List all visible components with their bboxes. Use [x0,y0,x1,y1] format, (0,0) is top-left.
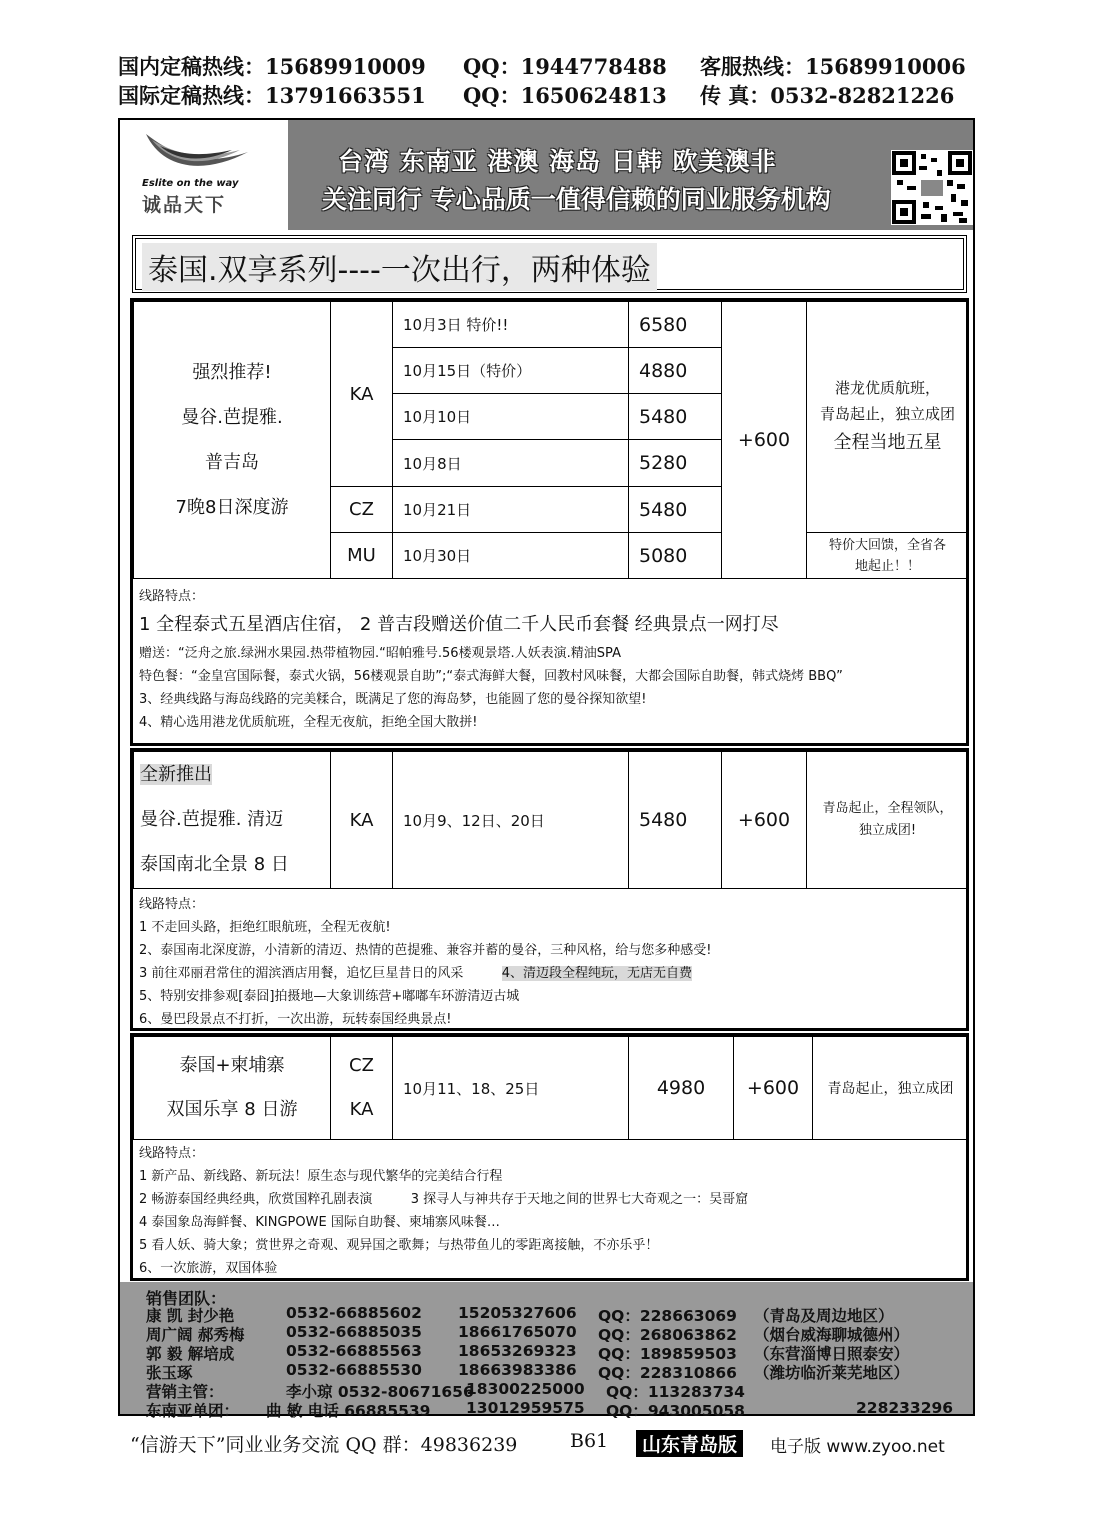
price: 6580 [628,301,722,348]
departure-date: 10月10日 [392,393,629,440]
sales-area: （潍坊临沂莱芜地区） [754,1364,910,1382]
route-notes-cell [806,751,969,889]
feature-line: 3 前往邓丽君常住的湄滨酒店用餐，追忆巨星昔日的风采 [139,966,464,981]
route-note: 青岛起止，独立成团 [812,1036,969,1140]
page-number: B61 [570,1430,609,1452]
qq-group: “信游天下”同业业务交流 QQ 群：49836239 [130,1434,518,1456]
slogan-line: 关注同行 专心品质一值得信赖的同业服务机构 [322,185,831,214]
promo-note: 特价大回馈，全省各 [828,537,946,553]
intl-hotline: 国际定稿热线：13791663551 [118,83,426,108]
departure-date: 10月21日 [392,486,629,533]
sales-qq: QQ：943005058 [606,1402,745,1420]
sales-area: （烟台威海聊城德州） [754,1326,910,1344]
feature-line: 2 畅游泰国经典经典，欣赏国粹孔剧表演 [139,1192,373,1207]
airline-ka: KA [349,1099,374,1120]
sales-area: （东营淄博日照泰安） [754,1345,910,1363]
departure-date: 10月30日 [392,532,629,579]
sales-phone: 曲 敏 电话 66885539 [266,1402,431,1420]
sales-qq: QQ：189859503 [598,1345,737,1363]
sales-mobile: 15205327606 [458,1304,577,1322]
route-features [139,893,711,1031]
footer [130,1428,990,1460]
features-header: 线路特点： [139,1146,205,1161]
sales-phone: 0532-66885563 [286,1342,422,1360]
price: 5080 [628,532,722,579]
feature-line: 5 看人妖、骑大象；赏世界之奇观、观异国之歌舞；与热带鱼儿的零距离接触，不亦乐乎！ [139,1238,659,1253]
feature-highlight: 4、清迈段全程纯玩，无店无自费 [501,966,692,981]
sales-name: 周广阔 郝秀梅 [146,1326,245,1344]
sales-area: 228233296 [856,1399,954,1417]
sales-mobile: 18663983386 [458,1361,577,1379]
sales-phone: 0532-66885602 [286,1304,422,1322]
sales-phone: 0532-66885035 [286,1323,422,1341]
departure-date: 10月8日 [392,439,629,487]
airline-mu: MU [330,532,393,579]
route-section-1 [130,298,969,746]
sales-phone: 李小琼 0532-80671656 [286,1383,474,1401]
wing-logo-icon [142,128,252,178]
price: 5480 [628,751,722,889]
feature-line: 1 新产品、新线路、新玩法！原生态与现代繁华的完美结合行程 [139,1169,503,1184]
domestic-qq: QQ：1944778488 [463,54,667,79]
departure-date: 10月11、18、25日 [392,1036,629,1140]
route-name-cell [133,751,331,889]
price: 4980 [628,1036,734,1140]
company-logo [120,120,288,230]
sales-mobile: 18661765070 [458,1323,577,1341]
sales-qq: QQ：268063862 [598,1326,737,1344]
note-airline: 港龙优质航班， [834,379,940,397]
sales-team [120,1282,973,1420]
route-cities: 曼谷.芭提雅. 清迈 [140,809,284,830]
route-features [139,1142,748,1280]
note-group: 独立成团! [858,823,917,838]
price: 4880 [628,347,722,394]
advert-frame [118,118,975,1420]
airline-cell [330,1036,393,1140]
sales-area: （青岛及周边地区） [754,1307,894,1325]
airline-ka: KA [330,301,393,487]
sales-qq: QQ：228310866 [598,1364,737,1382]
note-hotel: 全程当地五星 [833,432,942,453]
airline-cz: CZ [330,486,393,533]
logo-english: Eslite on the way [142,178,239,189]
sales-mobile: 13012959575 [466,1399,585,1417]
route-section-2 [130,748,969,1031]
sales-name: 东南亚单团： [146,1402,240,1420]
feature-line: 3、经典线路与海岛线路的完美糅合，既满足了您的海岛梦，也能圆了您的曼谷探知欲望! [139,692,647,707]
sales-name: 康 凯 封少艳 [146,1307,235,1325]
surcharge: +600 [721,751,807,889]
route-duration: 双国乐享 8 日游 [166,1099,298,1120]
sales-mobile: 18653269323 [458,1342,577,1360]
route-name-cell [133,301,331,579]
route-island: 普吉岛 [205,452,259,473]
sales-header: 销售团队： [146,1289,227,1308]
price: 5480 [628,486,722,533]
sales-phone: 0532-66885530 [286,1361,422,1379]
slogan-panel [288,120,973,230]
route-cities: 曼谷.芭提雅. [181,407,283,428]
route-name-cell [133,1036,331,1140]
sales-name: 营销主管： [146,1383,224,1401]
note-departure: 青岛起止，独立成团 [819,405,955,423]
feature-line: 5、特别安排参观[泰囧]拍摄地—大象训练营+嘟嘟车环游清迈古城 [139,989,520,1004]
feature-line: 6、一次旅游，双国体验 [139,1261,278,1276]
promo-note-2: 地起止！！ [854,558,920,574]
surcharge: +600 [721,301,807,579]
feature-line: 4、精心选用港龙优质航班，全程无夜航，拒绝全国大散拼! [139,715,478,730]
qr-code-icon [891,150,973,225]
series-title: 泰国.双享系列----一次出行，两种体验 [142,243,657,291]
features-header: 线路特点： [139,589,205,604]
route-features [139,585,843,734]
features-header: 线路特点： [139,897,205,912]
departure-date: 10月15日（特价） [392,347,629,394]
route-section-3 [130,1033,969,1281]
feature-line: 1 不走回头路，拒绝红眼航班，全程无夜航! [139,920,391,935]
feature-line: 3 探寻人与神共存于天地之间的世界七大奇观之一：吴哥窟 [410,1192,749,1207]
hotline-header [118,52,968,110]
promo-note-cell [806,532,969,579]
intl-qq: QQ：1650624813 [463,83,667,108]
domestic-hotline: 国内定稿热线：15689910009 [118,54,426,79]
sales-name: 郭 毅 解培成 [146,1345,235,1363]
sales-mobile: 18300225000 [466,1380,585,1398]
sales-qq: QQ：113283734 [606,1383,745,1401]
note-departure: 青岛起止，全程领队， [822,801,953,816]
airline-cz: CZ [349,1055,374,1076]
hotline-row-domestic [118,52,968,81]
route-countries: 泰国+柬埔寨 [179,1055,285,1076]
route-notes-cell [806,301,969,533]
feature-line: 2、泰国南北深度游，小清新的清迈、热情的芭提雅、兼容并蓄的曼谷，三种风格，给与您多种感受! [139,943,712,958]
feature-line: 4 泰国象岛海鲜餐、KINGPOWE 国际自助餐、柬埔寨风味餐… [139,1215,500,1230]
route-duration: 7晚8日深度游 [175,497,289,518]
feature-highlight: 1 全程泰式五星酒店住宿， 2 普吉段赠送价值二千人民币套餐 经典景点一网打尽 [139,614,779,635]
surcharge: +600 [733,1036,813,1140]
departure-date: 10月3日 特价!! [392,301,629,348]
price: 5280 [628,439,722,487]
destinations-line: 台湾 东南亚 港澳 海岛 日韩 欧美澳非 [338,147,777,176]
departure-date: 10月9、12日、20日 [392,751,629,889]
airline-ka: KA [330,751,393,889]
edition-badge: 山东青岛版 [636,1430,743,1457]
logo-chinese: 诚品天下 [142,194,227,216]
feature-line: 6、曼巴段景点不打折，一次出游，玩转泰国经典景点! [139,1012,452,1027]
route-duration: 泰国南北全景 8 日 [140,854,289,875]
sales-qq: QQ：228663069 [598,1307,737,1325]
service-hotline: 客服热线：15689910006 [700,54,966,79]
fax-number: 传 真：0532-82821226 [700,83,955,108]
sales-name: 张玉琢 [146,1364,193,1382]
recommend-label: 强烈推荐! [192,362,272,383]
banner [120,120,973,230]
feature-line: 特色餐：“金皇宫国际餐，泰式火锅，56楼观景自助”;“泰式海鲜大餐，回教村风味餐，大都会国际自助餐，韩式烧烤 BBQ” [139,669,843,684]
series-title-box [132,235,967,293]
new-launch-badge: 全新推出 [140,764,212,785]
hotline-row-intl [118,81,968,110]
price: 5480 [628,393,722,440]
website: 电子版 www.zyoo.net [770,1437,945,1457]
feature-line: 赠送：“泛舟之旅.绿洲水果园.热带植物园.“昭帕雅号.56楼观景塔.人妖表演.精油SPA [139,646,621,661]
